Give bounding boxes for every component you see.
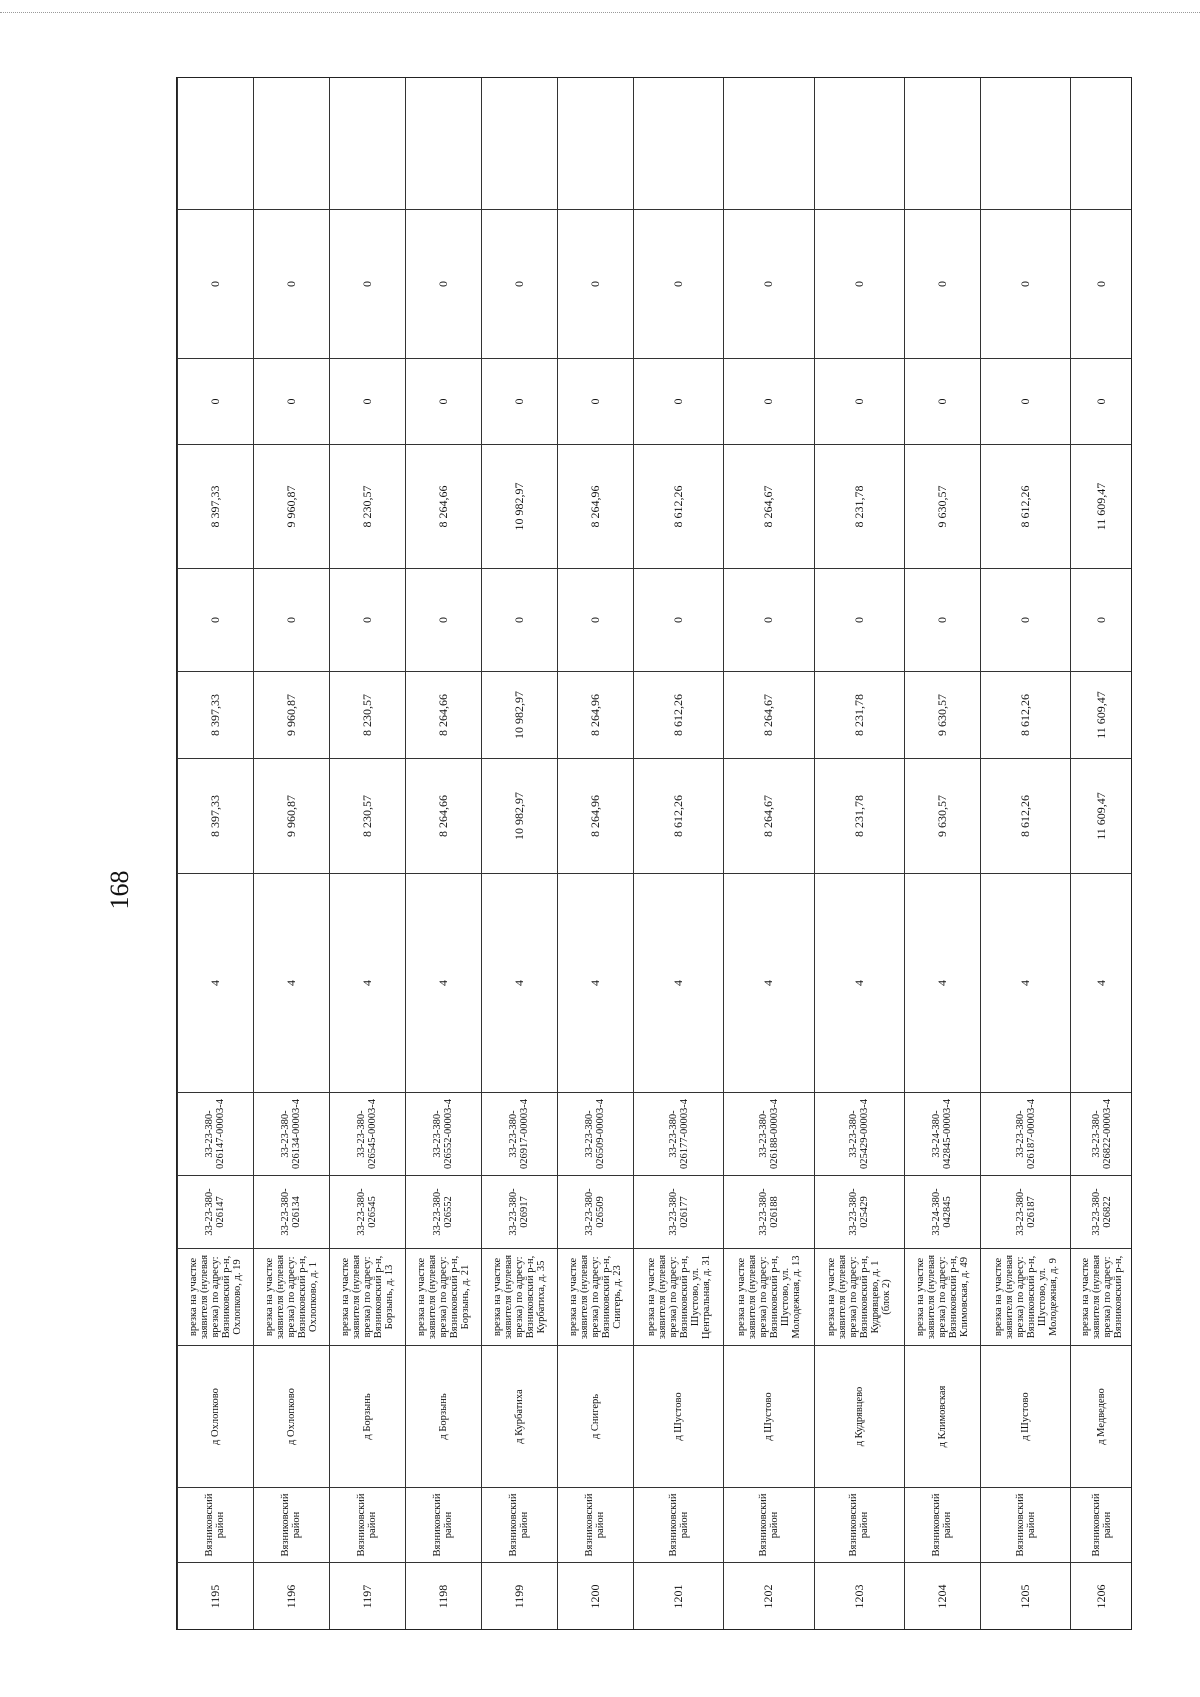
table-row xyxy=(980,78,1070,1631)
cell-value-4: 8 230,57 xyxy=(329,445,405,569)
cell-description: врезка на участке заявителя (нулевая врезка) по адресу: Вязниковский р-н, Шустово, ул. Молодежная, д. 9 xyxy=(980,1249,1070,1346)
cell-value-5: 0 xyxy=(178,359,254,445)
cell-value-3: 0 xyxy=(329,569,405,672)
cell-description: врезка на участке заявителя (нулевая врезка) по адресу: Вязниковский р-н, Кудрявцево, д. 1 (блок 2) xyxy=(814,1249,904,1346)
cell-blank xyxy=(253,78,329,210)
table-row xyxy=(1071,78,1132,1631)
cell-district: Вязниковский район xyxy=(405,1488,481,1563)
cell-district: Вязниковский район xyxy=(329,1488,405,1563)
cell-object-code: 33-23-380-026509-00003-4 xyxy=(557,1093,633,1176)
cell-value-6: 0 xyxy=(724,210,814,359)
cell-value-1: 8 230,57 xyxy=(329,759,405,874)
cell-district: Вязниковский район xyxy=(1071,1488,1132,1563)
cell-row-number: 1205 xyxy=(980,1563,1070,1631)
cell-object-code: 33-23-380-026177-00003-4 xyxy=(633,1093,723,1176)
cell-district: Вязниковский район xyxy=(724,1488,814,1563)
cell-value-2: 10 982,97 xyxy=(481,672,557,759)
cell-count: 4 xyxy=(178,874,254,1093)
cell-district: Вязниковский район xyxy=(633,1488,723,1563)
cell-blank xyxy=(724,78,814,210)
cell-district: Вязниковский район xyxy=(904,1488,980,1563)
cell-district: Вязниковский район xyxy=(178,1488,254,1563)
cell-object-code: 33-23-380-025429-00003-4 xyxy=(814,1093,904,1176)
cell-value-1: 8 264,66 xyxy=(405,759,481,874)
cell-value-4: 9 630,57 xyxy=(904,445,980,569)
cell-value-5: 0 xyxy=(253,359,329,445)
cell-cadastral-number: 33-23-380-026552 xyxy=(405,1176,481,1249)
cell-description: врезка на участке заявителя (нулевая врезка) по адресу: Вязниковский р-н, Охлопково, д. 19 xyxy=(178,1249,254,1346)
cell-blank xyxy=(904,78,980,210)
cell-settlement: д Снигерь xyxy=(557,1346,633,1488)
cell-settlement: д Шустово xyxy=(980,1346,1070,1488)
cell-row-number: 1206 xyxy=(1071,1563,1132,1631)
cell-value-1: 8 612,26 xyxy=(633,759,723,874)
cell-value-2: 8 264,96 xyxy=(557,672,633,759)
cell-count: 4 xyxy=(633,874,723,1093)
cell-cadastral-number: 33-23-380-026177 xyxy=(633,1176,723,1249)
cell-blank xyxy=(329,78,405,210)
cell-count: 4 xyxy=(980,874,1070,1093)
cell-value-5: 0 xyxy=(329,359,405,445)
cell-district: Вязниковский район xyxy=(481,1488,557,1563)
cell-value-6: 0 xyxy=(633,210,723,359)
cell-value-6: 0 xyxy=(557,210,633,359)
cell-value-2: 9 960,87 xyxy=(253,672,329,759)
cell-object-code: 33-23-380-026134-00003-4 xyxy=(253,1093,329,1176)
cell-cadastral-number: 33-23-380-026822 xyxy=(1071,1176,1132,1249)
cell-count: 4 xyxy=(1071,874,1132,1093)
cell-value-4: 10 982,97 xyxy=(481,445,557,569)
cell-cadastral-number: 33-24-380-042845 xyxy=(904,1176,980,1249)
cell-settlement: д Курбатиха xyxy=(481,1346,557,1488)
cell-count: 4 xyxy=(557,874,633,1093)
cell-value-2: 8 397,33 xyxy=(178,672,254,759)
cell-value-1: 9 630,57 xyxy=(904,759,980,874)
cell-value-4: 8 231,78 xyxy=(814,445,904,569)
cell-blank xyxy=(980,78,1070,210)
cell-cadastral-number: 33-23-380-026147 xyxy=(178,1176,254,1249)
cell-row-number: 1204 xyxy=(904,1563,980,1631)
cell-blank xyxy=(633,78,723,210)
cell-value-3: 0 xyxy=(557,569,633,672)
cell-value-1: 8 612,26 xyxy=(980,759,1070,874)
document-page xyxy=(176,77,1132,1630)
tariff-table xyxy=(177,77,1132,1630)
cell-cadastral-number: 33-23-380-026917 xyxy=(481,1176,557,1249)
cell-value-1: 11 609,47 xyxy=(1071,759,1132,874)
cell-blank xyxy=(557,78,633,210)
cell-value-3: 0 xyxy=(980,569,1070,672)
cell-settlement: д Шустово xyxy=(633,1346,723,1488)
cell-value-4: 8 264,96 xyxy=(557,445,633,569)
cell-value-2: 11 609,47 xyxy=(1071,672,1132,759)
cell-value-6: 0 xyxy=(481,210,557,359)
cell-count: 4 xyxy=(481,874,557,1093)
table-row xyxy=(557,78,633,1631)
cell-value-1: 9 960,87 xyxy=(253,759,329,874)
cell-value-5: 0 xyxy=(1071,359,1132,445)
cell-count: 4 xyxy=(405,874,481,1093)
table-row xyxy=(405,78,481,1631)
cell-count: 4 xyxy=(329,874,405,1093)
cell-value-2: 8 612,26 xyxy=(633,672,723,759)
cell-value-2: 8 612,26 xyxy=(980,672,1070,759)
cell-value-5: 0 xyxy=(724,359,814,445)
cell-object-code: 33-24-380-042845-00003-4 xyxy=(904,1093,980,1176)
cell-description: врезка на участке заявителя (нулевая врезка) по адресу: Вязниковский р-н, Охлопково, д. 1 xyxy=(253,1249,329,1346)
cell-value-6: 0 xyxy=(405,210,481,359)
cell-value-4: 8 397,33 xyxy=(178,445,254,569)
table-row xyxy=(904,78,980,1631)
cell-description: врезка на участке заявителя (нулевая врезка) по адресу: Вязниковский р-н, Шустово, ул. Центральная, д. 31 xyxy=(633,1249,723,1346)
cell-value-6: 0 xyxy=(253,210,329,359)
cell-value-4: 11 609,47 xyxy=(1071,445,1132,569)
cell-object-code: 33-23-380-026188-00003-4 xyxy=(724,1093,814,1176)
cell-row-number: 1202 xyxy=(724,1563,814,1631)
cell-value-3: 0 xyxy=(904,569,980,672)
cell-settlement: д Кудрявцево xyxy=(814,1346,904,1488)
cell-blank xyxy=(814,78,904,210)
cell-value-6: 0 xyxy=(178,210,254,359)
table-body xyxy=(178,78,1133,1631)
cell-cadastral-number: 33-23-380-026509 xyxy=(557,1176,633,1249)
cell-cadastral-number: 33-23-380-026187 xyxy=(980,1176,1070,1249)
cell-value-3: 0 xyxy=(481,569,557,672)
cell-object-code: 33-23-380-026917-00003-4 xyxy=(481,1093,557,1176)
cell-value-3: 0 xyxy=(405,569,481,672)
cell-value-1: 8 264,67 xyxy=(724,759,814,874)
cell-description: врезка на участке заявителя (нулевая врезка) по адресу: Вязниковский р-н, Курбатиха, д. 35 xyxy=(481,1249,557,1346)
cell-district: Вязниковский район xyxy=(253,1488,329,1563)
table-row xyxy=(329,78,405,1631)
table-row xyxy=(253,78,329,1631)
cell-row-number: 1203 xyxy=(814,1563,904,1631)
cell-count: 4 xyxy=(904,874,980,1093)
cell-settlement: д Борзынь xyxy=(329,1346,405,1488)
cell-value-3: 0 xyxy=(253,569,329,672)
table-row xyxy=(481,78,557,1631)
cell-description: врезка на участке заявителя (нулевая врезка) по адресу: Вязниковский р-н, Снигерь, д. 23 xyxy=(557,1249,633,1346)
cell-object-code: 33-23-380-026545-00003-4 xyxy=(329,1093,405,1176)
cell-value-4: 8 264,66 xyxy=(405,445,481,569)
cell-description: врезка на участке заявителя (нулевая врезка) по адресу: Вязниковский р-н, Борзынь, д. 13 xyxy=(329,1249,405,1346)
cell-value-4: 9 960,87 xyxy=(253,445,329,569)
cell-value-5: 0 xyxy=(814,359,904,445)
scan-edge-line xyxy=(0,12,1200,13)
cell-row-number: 1196 xyxy=(253,1563,329,1631)
cell-count: 4 xyxy=(814,874,904,1093)
cell-value-5: 0 xyxy=(904,359,980,445)
cell-value-1: 8 397,33 xyxy=(178,759,254,874)
cell-value-3: 0 xyxy=(724,569,814,672)
cell-settlement: д Шустово xyxy=(724,1346,814,1488)
cell-row-number: 1197 xyxy=(329,1563,405,1631)
cell-value-4: 8 612,26 xyxy=(980,445,1070,569)
cell-value-1: 8 231,78 xyxy=(814,759,904,874)
cell-value-1: 10 982,97 xyxy=(481,759,557,874)
cell-blank xyxy=(405,78,481,210)
cell-value-4: 8 264,67 xyxy=(724,445,814,569)
cell-value-2: 8 264,66 xyxy=(405,672,481,759)
cell-blank xyxy=(481,78,557,210)
cell-value-1: 8 264,96 xyxy=(557,759,633,874)
cell-value-5: 0 xyxy=(405,359,481,445)
cell-cadastral-number: 33-23-380-026545 xyxy=(329,1176,405,1249)
cell-district: Вязниковский район xyxy=(814,1488,904,1563)
cell-row-number: 1200 xyxy=(557,1563,633,1631)
cell-row-number: 1198 xyxy=(405,1563,481,1631)
cell-object-code: 33-23-380-026552-00003-4 xyxy=(405,1093,481,1176)
cell-value-4: 8 612,26 xyxy=(633,445,723,569)
rotated-table-container xyxy=(177,78,1132,1630)
cell-object-code: 33-23-380-026187-00003-4 xyxy=(980,1093,1070,1176)
cell-district: Вязниковский район xyxy=(980,1488,1070,1563)
cell-count: 4 xyxy=(253,874,329,1093)
cell-cadastral-number: 33-23-380-025429 xyxy=(814,1176,904,1249)
cell-value-3: 0 xyxy=(178,569,254,672)
table-row xyxy=(724,78,814,1631)
cell-value-3: 0 xyxy=(814,569,904,672)
cell-settlement: д Борзынь xyxy=(405,1346,481,1488)
cell-value-5: 0 xyxy=(980,359,1070,445)
cell-description: врезка на участке заявителя (нулевая врезка) по адресу: Вязниковский р-н, Климовская, д. 49 xyxy=(904,1249,980,1346)
page-number: 168 xyxy=(105,870,134,910)
cell-value-6: 0 xyxy=(329,210,405,359)
cell-value-3: 0 xyxy=(633,569,723,672)
cell-blank xyxy=(178,78,254,210)
cell-count: 4 xyxy=(724,874,814,1093)
cell-cadastral-number: 33-23-380-026188 xyxy=(724,1176,814,1249)
table-row xyxy=(178,78,254,1631)
cell-value-6: 0 xyxy=(980,210,1070,359)
cell-settlement: д Медведево xyxy=(1071,1346,1132,1488)
cell-value-5: 0 xyxy=(557,359,633,445)
cell-description: врезка на участке заявителя (нулевая врезка) по адресу: Вязниковский р-н, xyxy=(1071,1249,1132,1346)
cell-value-5: 0 xyxy=(481,359,557,445)
cell-description: врезка на участке заявителя (нулевая врезка) по адресу: Вязниковский р-н, Шустово, ул. Молодежная, д. 13 xyxy=(724,1249,814,1346)
cell-value-2: 8 231,78 xyxy=(814,672,904,759)
table-row xyxy=(814,78,904,1631)
cell-object-code: 33-23-380-026822-00003-4 xyxy=(1071,1093,1132,1176)
cell-object-code: 33-23-380-026147-00003-4 xyxy=(178,1093,254,1176)
cell-value-5: 0 xyxy=(633,359,723,445)
cell-value-2: 8 264,67 xyxy=(724,672,814,759)
cell-description: врезка на участке заявителя (нулевая врезка) по адресу: Вязниковский р-н, Борзынь, д. 21 xyxy=(405,1249,481,1346)
cell-blank xyxy=(1071,78,1132,210)
cell-value-6: 0 xyxy=(904,210,980,359)
cell-value-6: 0 xyxy=(1071,210,1132,359)
cell-settlement: д Охлопково xyxy=(253,1346,329,1488)
cell-district: Вязниковский район xyxy=(557,1488,633,1563)
cell-value-2: 9 630,57 xyxy=(904,672,980,759)
cell-row-number: 1201 xyxy=(633,1563,723,1631)
table-row xyxy=(633,78,723,1631)
cell-row-number: 1195 xyxy=(178,1563,254,1631)
cell-value-3: 0 xyxy=(1071,569,1132,672)
cell-row-number: 1199 xyxy=(481,1563,557,1631)
cell-value-2: 8 230,57 xyxy=(329,672,405,759)
cell-settlement: д Климовская xyxy=(904,1346,980,1488)
cell-cadastral-number: 33-23-380-026134 xyxy=(253,1176,329,1249)
cell-settlement: д Охлопково xyxy=(178,1346,254,1488)
cell-value-6: 0 xyxy=(814,210,904,359)
